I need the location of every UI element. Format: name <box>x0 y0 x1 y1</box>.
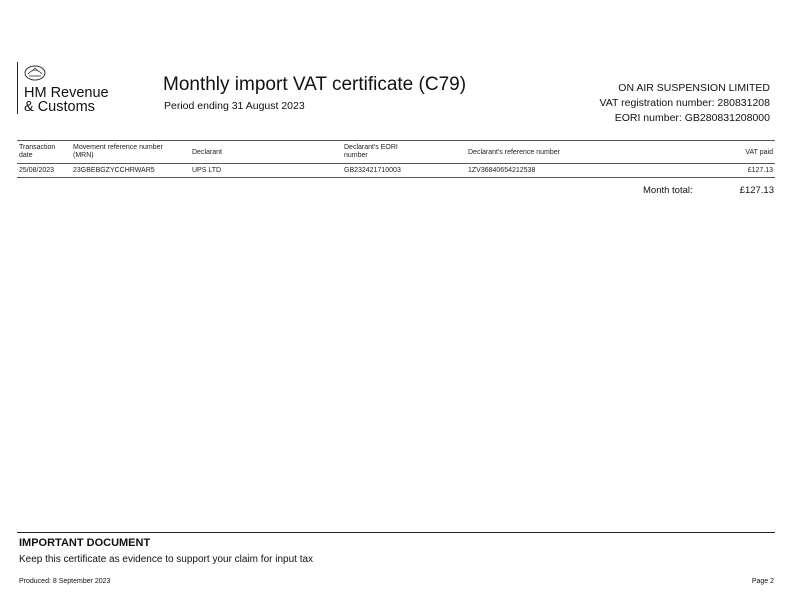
produced-date: Produced: 8 September 2023 <box>19 578 111 585</box>
cell-declarant-reference: 1ZV36840654212538 <box>468 167 536 174</box>
important-document-heading: IMPORTANT DOCUMENT <box>19 537 151 549</box>
page-number: Page 2 <box>751 578 774 585</box>
page-title: Monthly import VAT certificate (C79) <box>163 74 467 95</box>
month-total-label: Month total: <box>643 185 693 196</box>
header-transaction-date: Transaction date <box>19 144 56 159</box>
cell-declarant-eori: GB232421710003 <box>344 167 401 174</box>
header-declarant-reference: Declarant's reference number <box>468 149 560 156</box>
logo-divider <box>17 62 18 114</box>
cell-declarant: UPS LTD <box>192 167 222 174</box>
cell-vat-paid: £127.13 <box>747 167 773 174</box>
evidence-note: Keep this certificate as evidence to support your claim for input tax <box>19 554 314 565</box>
logo-name-line2: & Customs <box>24 99 95 115</box>
eori-number: EORI number: GB280831208000 <box>614 112 770 124</box>
period-ending: Period ending 31 August 2023 <box>164 100 305 112</box>
company-name: ON AIR SUSPENSION LIMITED <box>618 82 770 94</box>
table-header-rule <box>17 163 775 164</box>
cell-mrn: 23GBEBGZYCCHRWAR5 <box>73 167 155 174</box>
cell-transaction-date: 25/08/2023 <box>19 167 55 174</box>
logo-name-line1: HM Revenue <box>24 85 109 101</box>
crest-icon <box>23 62 47 82</box>
hmrc-logo <box>17 62 137 118</box>
header-mrn: Movement reference number (MRN) <box>73 144 163 159</box>
table-top-rule <box>17 140 775 141</box>
table-bottom-rule <box>17 177 775 178</box>
header-declarant-eori: Declarant's EORI number <box>344 144 398 159</box>
footer-rule <box>17 532 775 533</box>
header-vat-paid: VAT paid <box>745 149 773 156</box>
header-declarant: Declarant <box>192 149 222 156</box>
month-total-value: £127.13 <box>739 185 774 196</box>
vat-registration-number: VAT registration number: 280831208 <box>599 97 770 109</box>
